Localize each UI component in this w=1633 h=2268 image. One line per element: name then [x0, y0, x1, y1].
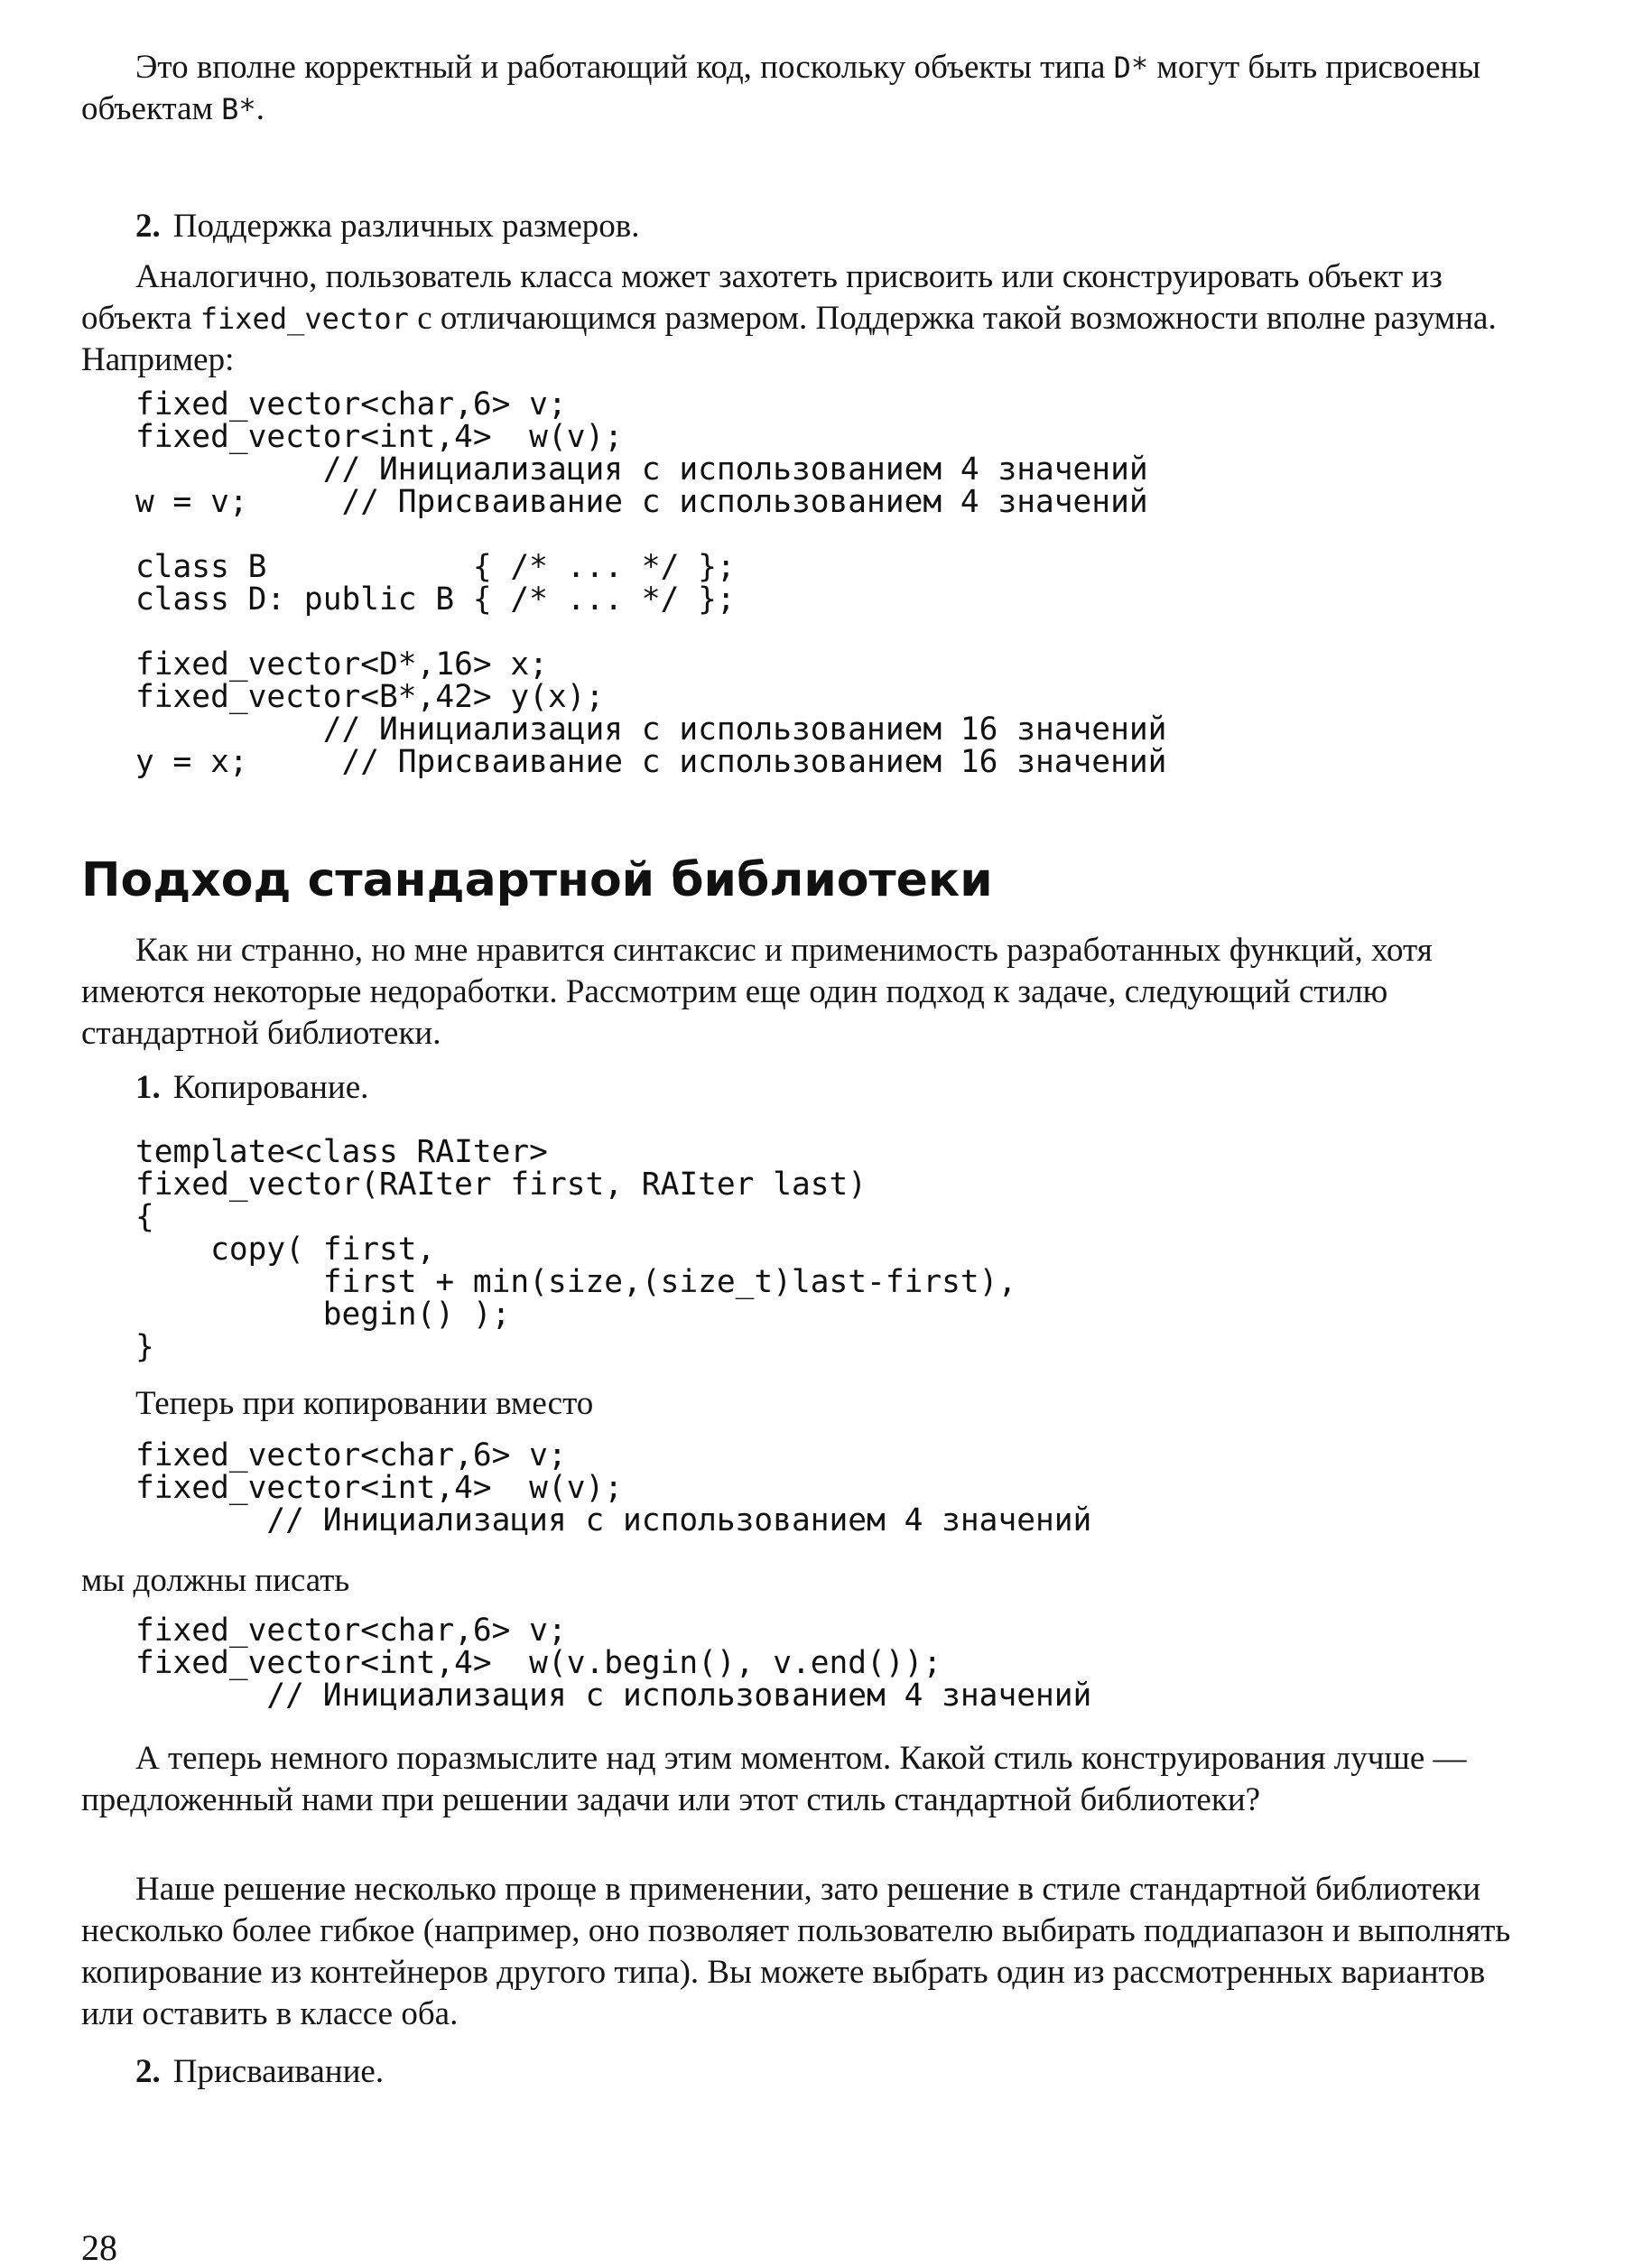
paragraph-sizes: Аналогично, пользователь класса может захотеть присвоить или сконструировать объект из объекта fixed_vector с отличающимся размером. Поддержка такой возможности вполне разумна. Например: — [81, 258, 1497, 378]
list-item-assign: 2. Присваивание. — [135, 2053, 385, 2090]
code-block-copy-ctor: template<class RAIter> fixed_vector(RAIter first, RAIter last) { copy( first, first + min(size,(size_t)last-first), begin() ); } — [135, 1134, 1017, 1365]
inline-code-b-ptr: B* — [221, 92, 256, 126]
inline-code-d-ptr: D* — [1113, 51, 1149, 85]
list-item-sizes: 2. Поддержка различных размеров. — [135, 208, 640, 245]
paragraph-instead: Теперь при копировании вместо — [135, 1385, 594, 1422]
paragraph-std-approach: Как ни странно, но мне нравится синтаксис и применимость разработанных функций, хотя имеются некоторые недоработки. Рассмотрим еще один подход к задаче, следующий стилю стандартной библиотеки. — [81, 932, 1433, 1052]
code-block-old-usage: fixed_vector<char,6> v; fixed_vector<int,4> w(v); // Инициализация с использованием 4 значений — [135, 1437, 1092, 1538]
paragraph-comparison: Наше решение несколько проще в применении, зато решение в стиле стандартной библиотеки несколько более гибкое (например, оно позволяет пользователю выбирать поддиапазон и выполнять копирование из контейнеров другого типа). Вы можете выбрать один из рассмотренных вариантов или оставить в классе оба. — [81, 1871, 1511, 2032]
paragraph-which-style: А теперь немного поразмыслите над этим моментом. Какой стиль конструирования лучше — предложенный нами при решении задачи или этот стиль стандартной библиотеки? — [81, 1740, 1467, 1818]
paragraph-must-write: мы должны писать — [81, 1562, 350, 1599]
list-item-copy: 1. Копирование. — [135, 1069, 369, 1106]
page-number: 28 — [81, 2227, 117, 2268]
code-block-new-usage: fixed_vector<char,6> v; fixed_vector<int,4> w(v.begin(), v.end()); // Инициализация с использованием 4 значений — [135, 1613, 1092, 1714]
section-heading: Подход стандартной библиотеки — [81, 853, 993, 907]
inline-code-fixed-vector: fixed_vector — [199, 302, 409, 336]
paragraph-intro: Это вполне корректный и работающий код, поскольку объекты типа D* могут быть присвоены объектам B*. — [81, 49, 1481, 127]
code-block-size-example: fixed_vector<char,6> v; fixed_vector<int,4> w(v); // Инициализация с использованием 4 значений w = v; // Присваивание с использованием 4 значений class B { /* ... */ }; class D: public B { /* ... */ }; fixed_vector<D*,16> x; fixed_vector<B*,42> y(x); // Инициализация с использованием 16 значений y = x; // Присваивание с использованием 16 значений — [135, 386, 1167, 780]
